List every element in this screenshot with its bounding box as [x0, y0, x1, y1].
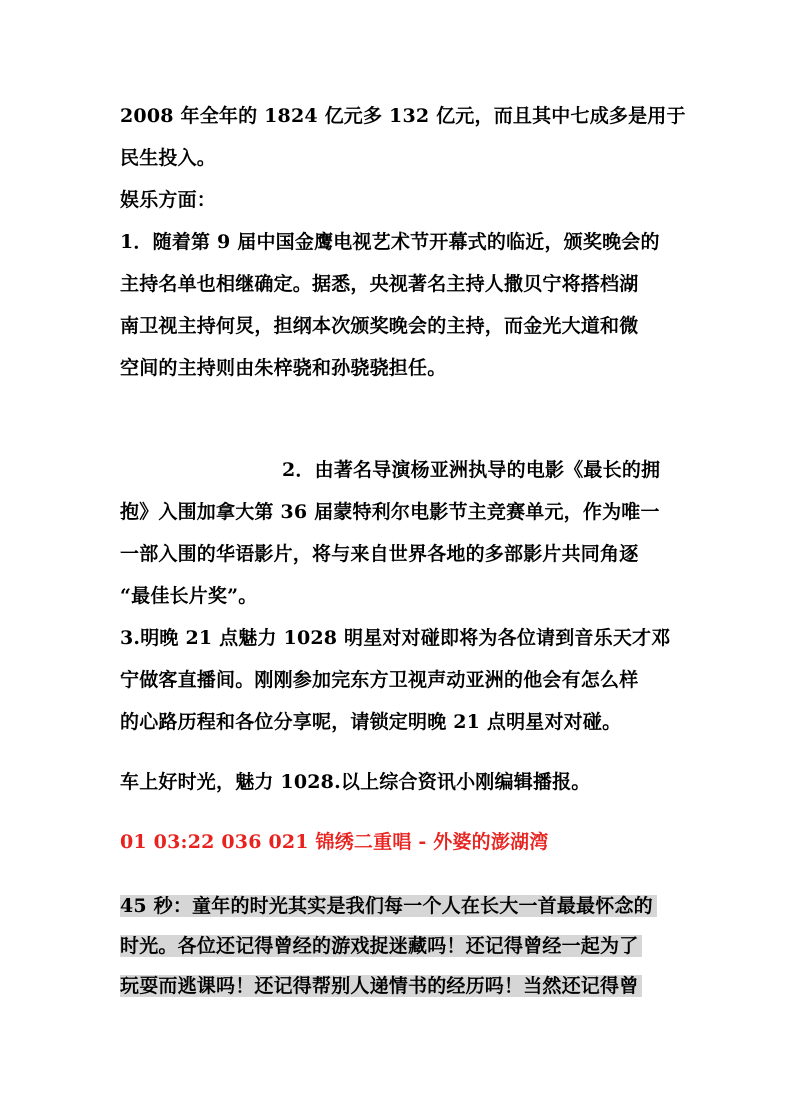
section-heading-entertainment: 娱乐方面：	[120, 189, 217, 211]
news-item-1-line-2: 主持名单也相继确定。据悉，央视著名主持人撒贝宁将搭档湖	[120, 273, 639, 295]
news-item-3-line-1: 3.明晚 21 点魅力 1028 明星对对碰即将为各位请到音乐天才邓	[120, 627, 671, 649]
script-line-1	[120, 892, 657, 920]
script-line-3	[120, 972, 642, 1000]
news-item-2-line-2: 抱》入围加拿大第 36 届蒙特利尔电影节主竞赛单元，作为唯一	[120, 501, 660, 523]
news-item-3-line-3: 的心路历程和各位分享呢，请锁定明晚 21 点明星对对碰。	[120, 711, 622, 733]
script-line-1-text: 45 秒：童年的时光其实是我们每一个人在长大一首最最怀念的	[120, 895, 657, 917]
script-line-2-text: 时光。各位还记得曾经的游戏捉迷藏吗！还记得曾经一起为了	[120, 935, 642, 957]
song-cue-line: 01 03:22 036 021 锦绣二重唱 - 外婆的澎湖湾	[120, 831, 549, 853]
news-item-1-line-1: 1．随着第 9 届中国金鹰电视艺术节开幕式的临近，颁奖晚会的	[120, 231, 660, 253]
news-item-1-line-3: 南卫视主持何炅，担纲本次颁奖晚会的主持，而金光大道和微	[120, 315, 639, 337]
script-line-2	[120, 932, 642, 960]
news-item-1-line-4: 空间的主持则由朱梓骁和孙骁骁担任。	[120, 357, 447, 379]
paragraph-budget-line-1: 2008 年全年的 1824 亿元多 132 亿元，而且其中七成多是用于	[120, 105, 686, 127]
script-line-3-text: 玩耍而逃课吗！还记得帮别人递情书的经历吗！当然还记得曾	[120, 975, 642, 997]
paragraph-budget-line-2: 民生投入。	[120, 147, 217, 169]
news-item-2-line-4: “最佳长片奖”。	[120, 585, 258, 607]
news-item-3-line-2: 宁做客直播间。刚刚参加完东方卫视声动亚洲的他会有怎么样	[120, 669, 639, 691]
news-item-2-line-1: 2．由著名导演杨亚洲执导的电影《最长的拥	[282, 459, 661, 481]
closing-line: 车上好时光，魅力 1028.以上综合资讯小刚编辑播报。	[120, 771, 591, 793]
news-item-2-line-3: 一部入围的华语影片，将与来自世界各地的多部影片共同角逐	[120, 543, 639, 565]
